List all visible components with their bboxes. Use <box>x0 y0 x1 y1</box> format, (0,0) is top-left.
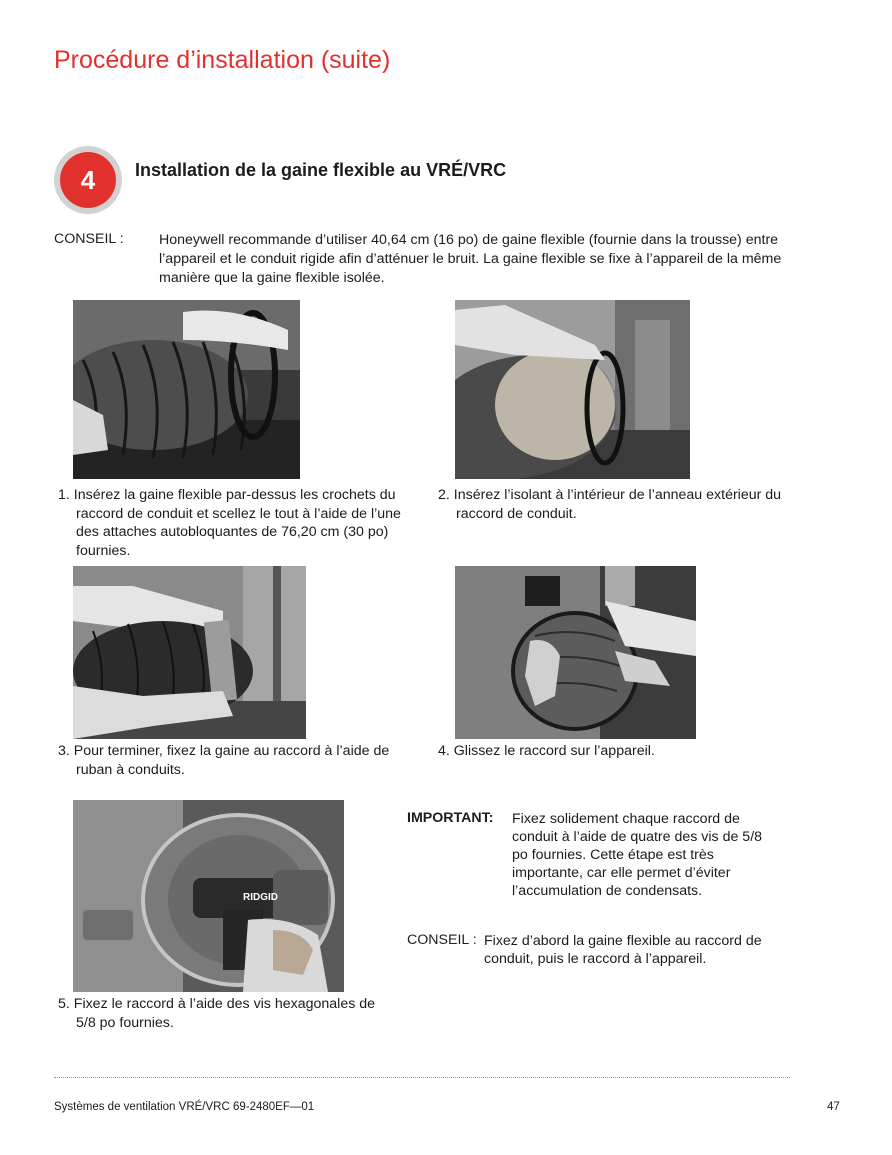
tip-text: Honeywell recommande d’utiliser 40,64 cm (16 po) de gaine flexible (fournie dans la trousse) entre l’appareil et le conduit rigide afin d’atténuer le bruit. La gaine flexible se fixe à l’appareil de la même manière que la gaine flexible isolée. <box>159 232 782 286</box>
step-4-caption: 4. Glissez le raccord sur l’appareil. <box>438 743 655 759</box>
step-2-photo <box>455 300 690 479</box>
drill-brand-label: RIDGID <box>243 892 278 903</box>
step-3-photo <box>73 566 306 739</box>
important-text: Fixez solidement chaque raccord de conduit à l’aide de quatre des vis de 5/8 po fournies. Cette étape est très importante, car elle permet d’éviter l’accumulation de condensats. <box>512 811 763 899</box>
step-number: 4 <box>60 152 116 208</box>
step-5-caption: 5. Fixez le raccord à l’aide des vis hexagonales de 5/8 po fournies. <box>58 996 376 1031</box>
step-3-caption: 3. Pour terminer, fixez la gaine au raccord à l’aide de ruban à conduits. <box>58 743 390 778</box>
important-label: IMPORTANT: <box>407 810 494 826</box>
step-1-photo <box>73 300 300 479</box>
step-2-caption: 2. Insérez l’isolant à l’intérieur de l’anneau extérieur du raccord de conduit. <box>438 487 782 522</box>
footer-divider <box>54 1077 790 1078</box>
step-title: Installation de la gaine flexible au VRÉ/VRC <box>135 160 507 180</box>
footer-document-id: Systèmes de ventilation VRÉ/VRC 69-2480EF—01 <box>54 1101 315 1113</box>
step-4-photo <box>455 566 696 739</box>
step-5-photo <box>73 800 344 992</box>
page-title: Procédure d’installation (suite) <box>54 46 391 74</box>
page-number: 47 <box>827 1101 840 1113</box>
step-1-caption: 1. Insérez la gaine flexible par-dessus les crochets du raccord de conduit et scellez le tout à l’aide de l’une des attaches autobloquantes de 76,20 cm (30 po) fournies. <box>58 487 401 559</box>
tip-label: CONSEIL : <box>54 231 124 247</box>
step-number-badge <box>54 146 122 214</box>
tip2-label: CONSEIL : <box>407 932 477 948</box>
tip2-text: Fixez d’abord la gaine flexible au raccord de conduit, puis le raccord à l’appareil. <box>484 933 762 967</box>
